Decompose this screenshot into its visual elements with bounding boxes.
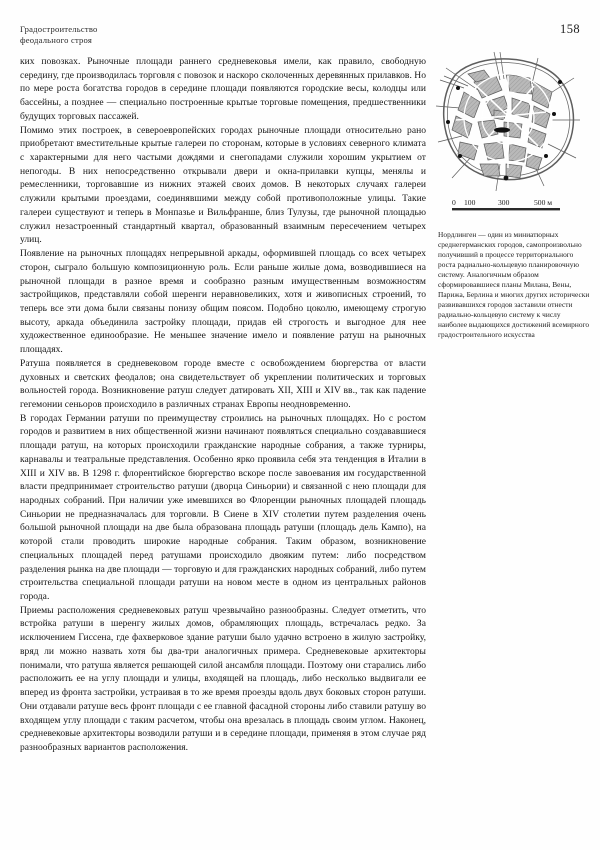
body-text-column — [20, 55, 426, 755]
running-head-line-1: Градостроительство — [20, 24, 98, 34]
figure-scale-bar — [450, 196, 600, 220]
figure-caption: Нордлинген — один из миниатюрных среднегерманских городов, самопроизвольно получивший в процессе территориального роста радиально-кольцевую планировочную систему. Аналогичным образом сформировавшиеся планы Милана, Вены, Парижа, Берлина и многих других исторически развивавшихся городов заставили отнести радиально-кольцевую систему к числу наиболее выдающихся достижений всемирного градостроительного искусства — [438, 230, 590, 339]
paragraph: Появление на рыночных площадях непрерывной аркады, оформившей площадь со всех четырех сторон, сыграло большую композиционную роль. Если раньше жилые дома, возводившиеся на рыночной площади в разное время и сообразно разным имущественным возможностям застройщиков, представляли собой шеренги неравновеликих, хотя и живописных строений, то теперь все эти дома были связаны понизу общим поясом. Подобно цоколю, имеющему строгую высоту, аркада объединила застройку площади, придав ей строгость и выгодное для нее художественное единообразие. Не меньшее значение имело и появление ратуш на рыночных площадях. — [20, 248, 426, 356]
running-head — [20, 24, 280, 47]
paragraph: Помимо этих построек, в североевропейских городах рыночные площади относительно рано приобретают вместительные крытые галереи по сторонам, которые в условиях северного климата с характерными для него частыми дождями и снегопадами служили хорошим укрытием от непогоды. В них непосредственно открывали двери и окна-прилавки купцы, менялы и ремесленники, торговавшие из нижних этажей своих домов. В некоторых случаях галереи служили крытыми проездами, соединявшими между собой противоположные улицы. Такие галереи существуют и теперь в Монпазье и Вильфранше, близ Тулузы, где рыночной площадью служил незастроенный стандартный квартал, образованный взаимным пересечением четырех улиц. — [20, 124, 426, 246]
scale-label-500: 500 м — [534, 198, 553, 207]
figure-city-plan — [434, 46, 590, 220]
scale-label-100: 100 — [464, 198, 476, 207]
page-number: 158 — [560, 22, 580, 36]
paragraph: В городах Германии ратуши по преимуществу строились на рыночных площадях. Но с ростом городов и развитием в них общественной жизни начинают появляться специально создававшиеся площади ратуш, на которых происходили гражданские народные собрания, а также турниры, карнавалы и театральные представления. Особенно ярко проявила себя эта тенденция в Италии в XIII и XIV вв. В 1298 г. флорентийское бюргерство вскоре после завоевания им государственной власти предпринимает строительство ратуши (дворца Синьории) и связанной с нею площади для народных собраний. При наличии уже имевшихся во Флоренции рыночных площадей площадь Синьории не предназначалась для торговли. В Сиене в XIV столетии путем разделения очень большой рыночной площади на две была образована площадь ратуши (площадь дель Кампо), на которой стали проводить широкие народные собрания. Таким образом, возникновение специальных площадей перед ратушами происходило двояким путем: либо посредством разделения рынка на две площади — торговую и для гражданских народных собраний, либо путем строительства специальной площади ратуши на новом месте в одном из центральных районов города. — [20, 412, 426, 603]
scale-label-0: 0 — [452, 198, 456, 207]
nordlingen-plan-illustration — [434, 46, 586, 194]
paragraph: ких повозках. Рыночные площади раннего средневековья имели, как правило, свободную середину, где производилась торговля с повозок и наскоро сколоченных деревянных прилавков. Но по мере роста богатства городов в середине площади появляются городские весы, колодцы или бассейны, а позднее — специально построенные крытые торговые помещения, предшественники будущих торговых пассажей. — [20, 56, 426, 122]
scale-label-300: 300 — [498, 198, 510, 207]
running-head-line-2: феодального строя — [20, 35, 93, 46]
paragraph: Ратуша появляется в средневековом городе вместе с освобождением бюргерства от власти духовных и светских феодалов; она свидетельствует об укреплении политических и торговых вольностей города. Возникновение ратуш следует датировать XII, XIII и XIV вв., так как падение гегемонии сеньоров происходило в различных странах Европы неодновременно. — [20, 357, 426, 410]
paragraph: Приемы расположения средневековых ратуш чрезвычайно разнообразны. Следует отметить, что встройка ратуши в шеренгу жилых домов, обрамляющих площадь, встречалась редко. За исключением Гиссена, где фахверковое здание ратуши было удачно встроено в жилую застройку, вряд ли можно назвать хотя бы два-три аналогичных примера. Средневековые архитекторы понимали, что ратуша является решающей силой ансамбля площади. Поэтому они старались либо расположить ее на углу площади и улицы, входящей на площадь, либо несколько выдвигали ее вперед из фронта застройки, устраивая в то же время проезды вдоль двух боковых сторон ратуши. Они отдавали ратуше весь фронт площади с ее главной фасадной стороны либо ставили ратушу во входящем углу площади с таким расчетом, чтобы она врезалась в площадь своим углом. Наконец, средневековые архитекторы возводили ратуши и в середине площади, применяя в этом случае ряд разнообразных вариантов расположения. — [20, 604, 426, 753]
